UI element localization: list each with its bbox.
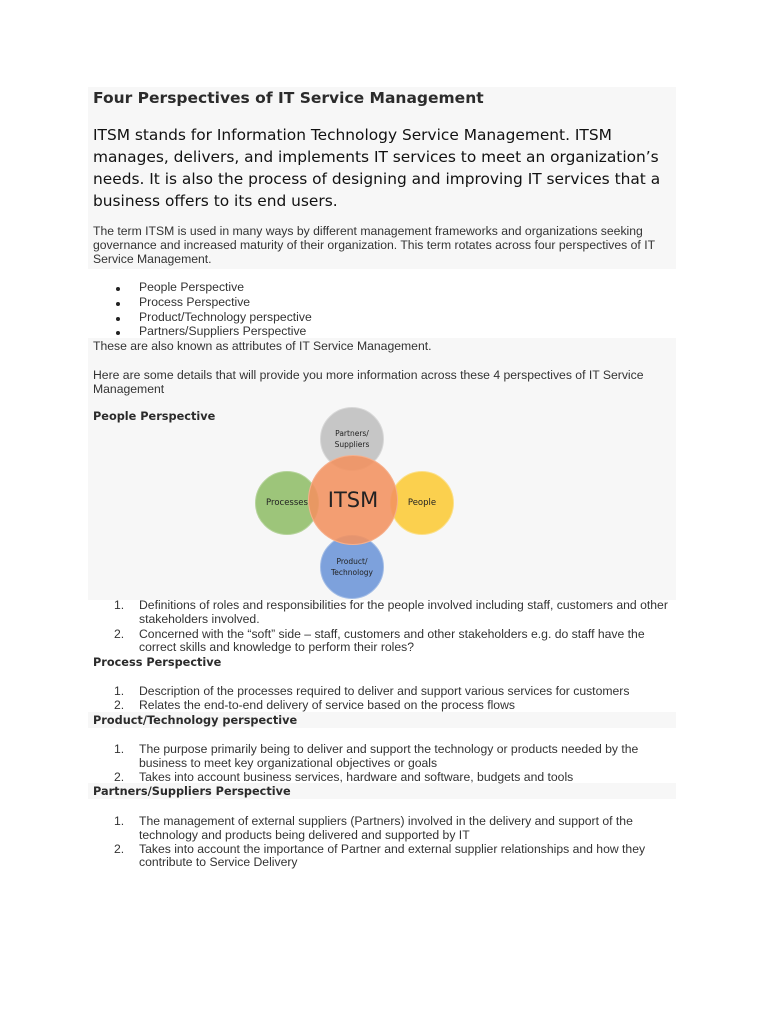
list-number: 2. — [114, 769, 125, 784]
list-text: Definitions of roles and responsibilities for the people involved including staff, customers and other stakeholders involved. — [139, 598, 668, 626]
list-text: Takes into account business services, hardware and software, budgets and tools — [139, 769, 574, 784]
product-label: Product/ Technology — [330, 557, 373, 577]
list-number: 1. — [114, 814, 125, 828]
list-text: Relates the end-to-end delivery of service based on the process flows — [139, 697, 515, 712]
intro-paragraph: ITSM stands for Information Technology Service Management. ITSM manages, delivers, and implements IT services to meet an organization’s needs. It is also the process of designing and improving IT services that a business offers to its end users. — [93, 126, 661, 210]
processes-label: Processes — [266, 498, 308, 508]
list-text: Concerned with the “soft” side – staff, customers and other stakeholders e.g. do staff have the correct skills and knowledge to perform their roles? — [139, 626, 645, 655]
list-number: 2. — [114, 841, 125, 856]
list-text: The purpose primarily being to deliver and support the technology or products needed by the business to meet key organizational objectives or goals — [139, 742, 639, 770]
bullet-item: Product/Technology perspective — [93, 310, 312, 325]
perspectives-bullet-list — [93, 280, 312, 339]
list-text: The management of external suppliers (Partners) involved in the delivery and support of the technology and products being delivered and supported by IT — [139, 814, 633, 842]
details-text: Here are some details that will provide you more information across these 4 perspectives of IT Service Management — [93, 368, 644, 396]
list-number: 1. — [114, 742, 125, 756]
page-title: Four Perspectives of IT Service Management — [93, 89, 484, 107]
bullet-item: Partners/Suppliers Perspective — [93, 324, 312, 339]
itsm-perspectives-diagram — [250, 403, 460, 601]
partners-suppliers-list — [93, 815, 678, 870]
people-perspective-heading: People Perspective — [93, 410, 216, 423]
people-label: People — [407, 498, 437, 508]
list-number: 1. — [114, 598, 125, 612]
list-item — [93, 699, 678, 713]
bullet-item: People Perspective — [93, 280, 312, 295]
itsm-label: ITSM — [327, 488, 379, 512]
people-circle — [390, 471, 454, 535]
product-technology-heading: Product/Technology perspective — [93, 714, 298, 727]
attributes-text: These are also known as attributes of IT Service Management. — [93, 339, 432, 353]
list-item — [93, 771, 678, 785]
list-number: 2. — [114, 697, 125, 712]
list-number: 1. — [114, 684, 125, 698]
list-item — [93, 599, 678, 627]
bullet-item: Process Perspective — [93, 295, 312, 310]
term-paragraph: The term ITSM is used in many ways by different management frameworks and organizations seeking governance and increased maturity of their organization. This term rotates across four perspectives of IT Service Management. — [93, 224, 655, 266]
list-text: Description of the processes required to deliver and support various services for customers — [139, 684, 630, 698]
list-item — [93, 843, 678, 871]
list-item — [93, 815, 678, 843]
product-technology-list — [93, 743, 678, 784]
list-item — [93, 628, 678, 656]
list-number: 2. — [114, 626, 125, 641]
people-list — [93, 599, 678, 655]
process-perspective-heading: Process Perspective — [93, 656, 222, 669]
process-list — [93, 685, 678, 713]
partners-suppliers-heading: Partners/Suppliers Perspective — [93, 785, 291, 798]
list-item — [93, 743, 678, 771]
list-item — [93, 685, 678, 699]
list-text: Takes into account the importance of Partner and external supplier relationships and how they contribute to Service Delivery — [139, 841, 646, 870]
itsm-center-circle — [308, 455, 398, 545]
partners-label: Partners/ Suppliers — [334, 429, 370, 449]
